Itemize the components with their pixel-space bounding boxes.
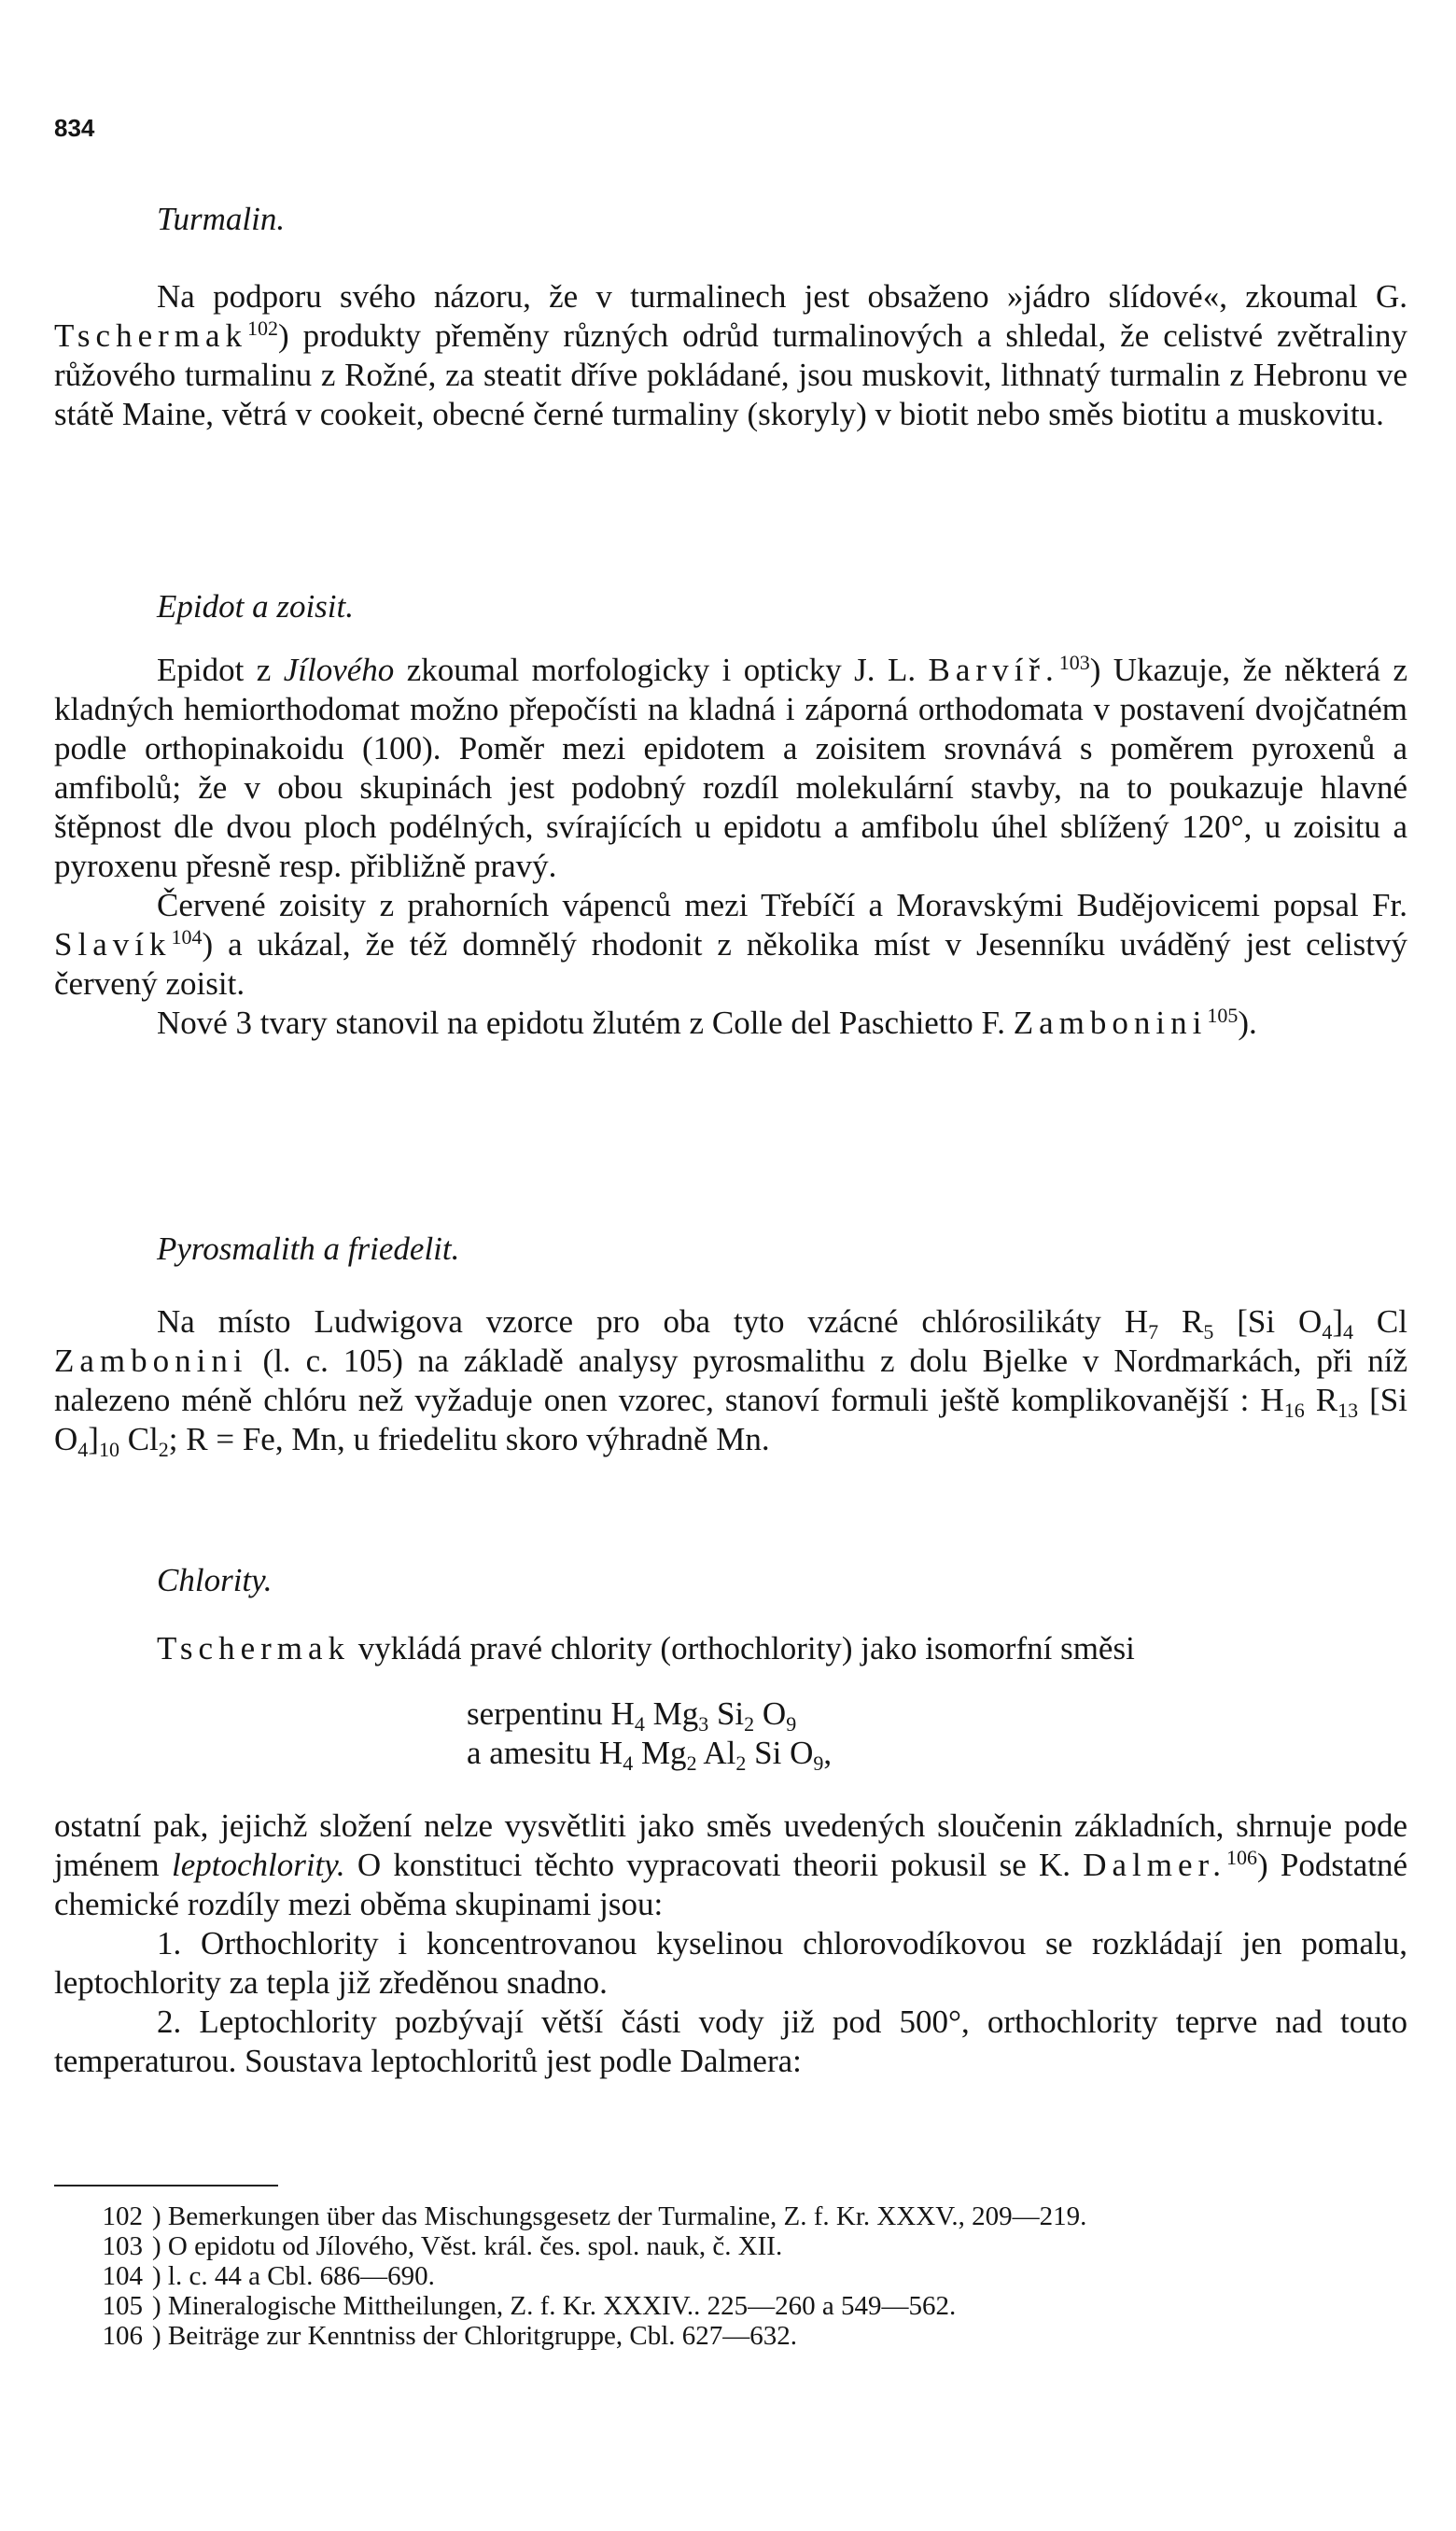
paragraph-pyrosmalith [54, 1302, 1407, 1459]
formula-line: a amesitu $H_4$ $Mg_2$ $Al_2$ Si $O_9$, [467, 1735, 833, 1775]
text-run: Na podporu svého názoru, že v turmalinech jest obsaženo »jádro slídové«, zkoumal G. [157, 278, 1407, 315]
paragraph-chlority-1 [54, 1629, 1407, 1668]
author-name: Zambonini [1013, 1005, 1208, 1041]
text-run: R = Fe, Mn, u friedelitu skoro výhradně Mn. [186, 1421, 770, 1457]
text-run: ) Ukazuje, že některá z kladných hemiorthodomat možno přepočísti na kladná i záporná orthodomata v postavení dvojčatném podle orthopinakoidu (100). Poměr mezi epidotem a zoisitem srovnává s poměrem pyroxenů a amfibolů; že v obou skupinách jest podobný rozdíl molekulární stavby, na to poukazuje hlavné štěpnost dle dvou ploch podélných, svírajících u epidotu a amfibolu úhel sblížený 120°, u zoisitu a pyroxenu přesně resp. přibližně pravý. [54, 652, 1408, 884]
paragraph-chlority-2 [54, 1807, 1407, 2081]
footnotes [54, 2201, 1407, 2351]
paragraph-turmalin [54, 277, 1407, 434]
text-run: ). [1238, 1005, 1257, 1041]
place-name: Jílového [283, 652, 395, 688]
list-item: 1. Orthochlority i koncentrovanou kyselinou chlorovodíkovou se rozkládají jen pomalu, leptochlority za tepla již zředěnou snadno. [54, 1925, 1407, 2001]
text-run: Nové 3 tvary stanovil na epidotu žlutém z Colle del Paschietto F. [157, 1005, 1005, 1041]
text-run: ) Podstatné chemické rozdíly mezi oběma skupinami jsou: [54, 1847, 1408, 1922]
author-name: Tschermak [54, 317, 248, 354]
author-name: Slavík [54, 926, 172, 963]
paragraph-epidot-2 [54, 886, 1407, 1004]
text-run: zkoumal morfologicky i opticky J. L. [406, 652, 917, 688]
footnote: 104 ) l. c. 44 a Cbl. 686—690. [102, 2261, 435, 2291]
section-heading: Chlority. [157, 1562, 273, 1598]
formula-line: serpentinu $H_4$ $Mg_3$ $Si_2$ $O_9$ [467, 1695, 797, 1736]
text-run: ostatní pak, jejichž složení nelze vysvětliti jako směs uvedených sloučenin základních, shrnuje pode jménem [54, 1807, 1407, 1883]
section-chlority [54, 1562, 1407, 1599]
text-run: vykládá pravé chlority (orthochlority) jako isomorfní směsi [357, 1630, 1135, 1666]
text-run: Červené zoisity z prahorních vápenců mezi Třebíčí a Moravskými Budějovicemi popsal Fr. [157, 887, 1407, 923]
author-name: Dalmer. [1083, 1847, 1227, 1883]
author-name: Barvíř. [928, 652, 1059, 688]
footnote-ref[interactable]: 102 [247, 316, 279, 340]
footnote: 106 ) Beiträge zur Kenntniss der Chloritgruppe, Cbl. 627—632. [102, 2321, 798, 2351]
footnote: 102 ) Bemerkungen über das Mischungsgesetz der Turmaline, Z. f. Kr. XXXV., 209—219. [102, 2201, 1087, 2231]
formula: $H_{16}$ $R_{13}$ [Si $O_4]_{10}$ $Cl_2$; [54, 1382, 1407, 1461]
section-epidot [54, 588, 1407, 626]
footnote-ref[interactable]: 106 [1226, 1846, 1258, 1869]
list-item: 2. Leptochlority pozbývají větší části vody již pod 500°, orthochlority teprve nad touto temperaturou. Soustava leptochloritů jest podle Dalmera: [54, 2004, 1407, 2079]
author-name: Tschermak [157, 1630, 351, 1666]
text-run: Cl [1376, 1303, 1407, 1340]
text-run: Epidot z [157, 652, 272, 688]
text-run: ) a ukázal, že též domnělý rhodonit z několika míst v Jesenníku uváděný jest celistvý červený zoisit. [54, 926, 1407, 1002]
author-name: Zambonini [54, 1343, 248, 1379]
section-heading: Epidot a zoisit. [157, 588, 354, 625]
text-run: O konstituci těchto vypracovati theorii pokusil se K. [357, 1847, 1071, 1883]
footnote: 105 ) Mineralogische Mittheilungen, Z. f. Kr. XXXIV.. 225—260 a 549—562. [102, 2291, 957, 2321]
text-run: Na místo Ludwigova vzorce pro oba tyto vzácné chlórosilikáty [157, 1303, 1101, 1340]
formula: $H_7$ $R_5$ [Si $O_4]_4$ [1124, 1303, 1353, 1343]
footnote-ref[interactable]: 105 [1207, 1004, 1239, 1027]
footnote-ref[interactable]: 104 [171, 925, 203, 949]
paragraph-epidot-3 [54, 1004, 1407, 1043]
footnote: 103 ) O epidotu od Jílového, Věst. král. čes. spol. nauk, č. XII. [102, 2231, 783, 2261]
footnote-ref[interactable]: 103 [1058, 651, 1090, 674]
term: leptochlority. [171, 1847, 345, 1883]
section-turmalin [54, 201, 1407, 238]
page-number: 834 [54, 114, 95, 142]
text-run: ) produkty přeměny různých odrůd turmalinových a shledal, že celistvé zvětraliny růžového turmalinu z Rožné, za steatit dříve pokládané, jsou muskovit, lithnatý turmalin z Hebronu ve státě Maine, větrá v cookeit, obecné černé turmaliny (skoryly) v biotit nebo směs biotitu a muskovitu. [54, 317, 1407, 432]
formula-block [467, 1694, 832, 1773]
text-run: (l. c. 105) na základě analysy pyrosmalithu z dolu Bjelke v Nordmarkách, při níž nalezeno méně chlóru než vyžaduje onen vzorec, stanoví formuli ještě komplikovanější : [54, 1343, 1407, 1418]
section-heading: Pyrosmalith a friedelit. [157, 1230, 460, 1267]
section-pyrosmalith [54, 1230, 1407, 1268]
section-heading: Turmalin. [157, 201, 286, 237]
paragraph-epidot-1 [54, 651, 1407, 1043]
footnote-divider [54, 2185, 278, 2187]
